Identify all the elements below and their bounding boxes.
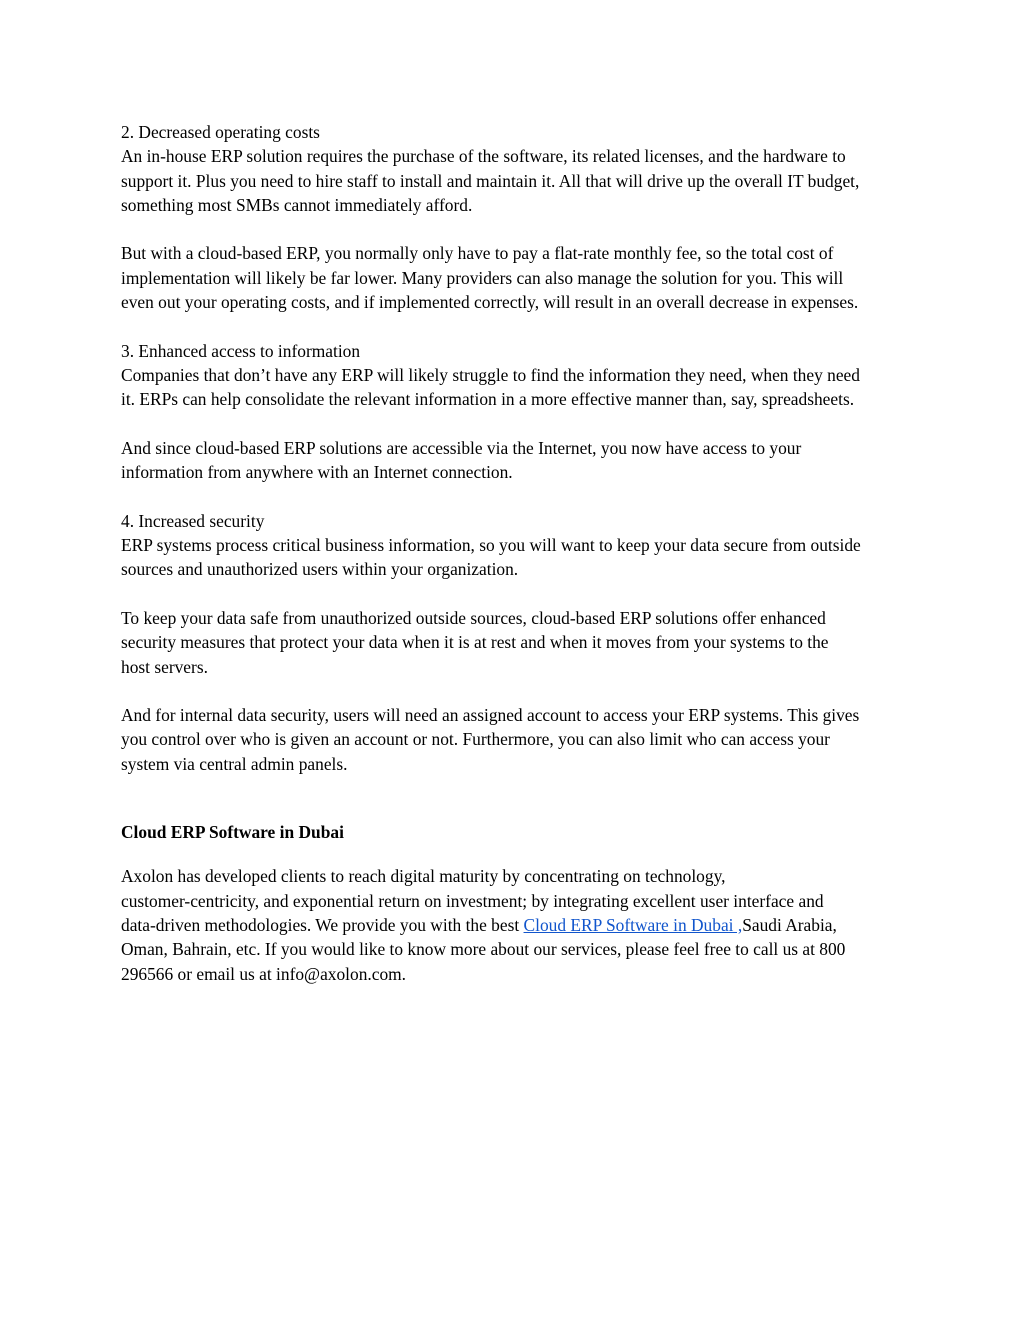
section-4-paragraph-2 bbox=[121, 606, 921, 679]
dubai-section-paragraph bbox=[121, 864, 921, 985]
paragraph-line: host servers. bbox=[121, 656, 208, 677]
section-3-heading: 3. Enhanced access to information bbox=[121, 340, 361, 361]
paragraph-line-with-link bbox=[121, 913, 921, 937]
paragraph-line: you control over who is given an account or not. Furthermore, you can also limit who can access your bbox=[121, 729, 830, 750]
paragraph-line: Oman, Bahrain, etc. If you would like to know more about our services, please feel free to call us at 800 bbox=[121, 939, 846, 960]
paragraph-line: sources and unauthorized users within your organization. bbox=[121, 559, 519, 580]
paragraph-line: ERP systems process critical business information, so you will want to keep your data secure from outside bbox=[121, 535, 861, 556]
paragraph-line: Companies that don’t have any ERP will likely struggle to find the information they need, when they need bbox=[121, 364, 860, 385]
paragraph-line: support it. Plus you need to hire staff to install and maintain it. All that will drive up the overall IT budget, bbox=[121, 170, 860, 191]
cloud-erp-dubai-link[interactable]: Cloud ERP Software in Dubai , bbox=[523, 914, 743, 935]
paragraph-line: An in-house ERP solution requires the purchase of the software, its related licenses, and the hardware to bbox=[121, 146, 846, 167]
section-3 bbox=[121, 339, 921, 412]
paragraph-line: To keep your data safe from unauthorized outside sources, cloud-based ERP solutions offer enhanced bbox=[121, 607, 826, 628]
section-2-paragraph-2 bbox=[121, 241, 921, 314]
paragraph-line: Axolon has developed clients to reach digital maturity by concentrating on technology, bbox=[121, 866, 726, 887]
section-4-paragraph-3 bbox=[121, 703, 921, 776]
dubai-section-heading: Cloud ERP Software in Dubai bbox=[121, 822, 344, 843]
paragraph-line: But with a cloud-based ERP, you normally only have to pay a flat-rate monthly fee, so the total cost of bbox=[121, 243, 834, 264]
paragraph-line: system via central admin panels. bbox=[121, 753, 348, 774]
paragraph-line: customer-centricity, and exponential return on investment; by integrating excellent user interface and bbox=[121, 890, 824, 911]
section-2 bbox=[121, 120, 921, 217]
paragraph-line: it. ERPs can help consolidate the relevant information in a more effective manner than, say, spreadsheets. bbox=[121, 389, 855, 410]
paragraph-line: implementation will likely be far lower. Many providers can also manage the solution for you. This will bbox=[121, 267, 844, 288]
paragraph-line: security measures that protect your data when it is at rest and when it moves from your systems to the bbox=[121, 632, 829, 653]
paragraph-line: information from anywhere with an Internet connection. bbox=[121, 462, 513, 483]
paragraph-line: And for internal data security, users will need an assigned account to access your ERP systems. This gives bbox=[121, 705, 860, 726]
paragraph-line: something most SMBs cannot immediately afford. bbox=[121, 194, 473, 215]
section-4-heading: 4. Increased security bbox=[121, 510, 265, 531]
section-4 bbox=[121, 509, 921, 582]
paragraph-text: data-driven methodologies. We provide you with the best bbox=[121, 914, 524, 935]
paragraph-text: Saudi Arabia, bbox=[742, 914, 837, 935]
section-2-heading: 2. Decreased operating costs bbox=[121, 122, 320, 142]
paragraph-line: And since cloud-based ERP solutions are accessible via the Internet, you now have access to your bbox=[121, 437, 802, 458]
paragraph-line: even out your operating costs, and if implemented correctly, will result in an overall decrease in expenses. bbox=[121, 292, 859, 313]
document-page bbox=[121, 120, 921, 986]
paragraph-line: 296566 or email us at info@axolon.com. bbox=[121, 963, 407, 984]
section-3-paragraph-2 bbox=[121, 436, 921, 485]
